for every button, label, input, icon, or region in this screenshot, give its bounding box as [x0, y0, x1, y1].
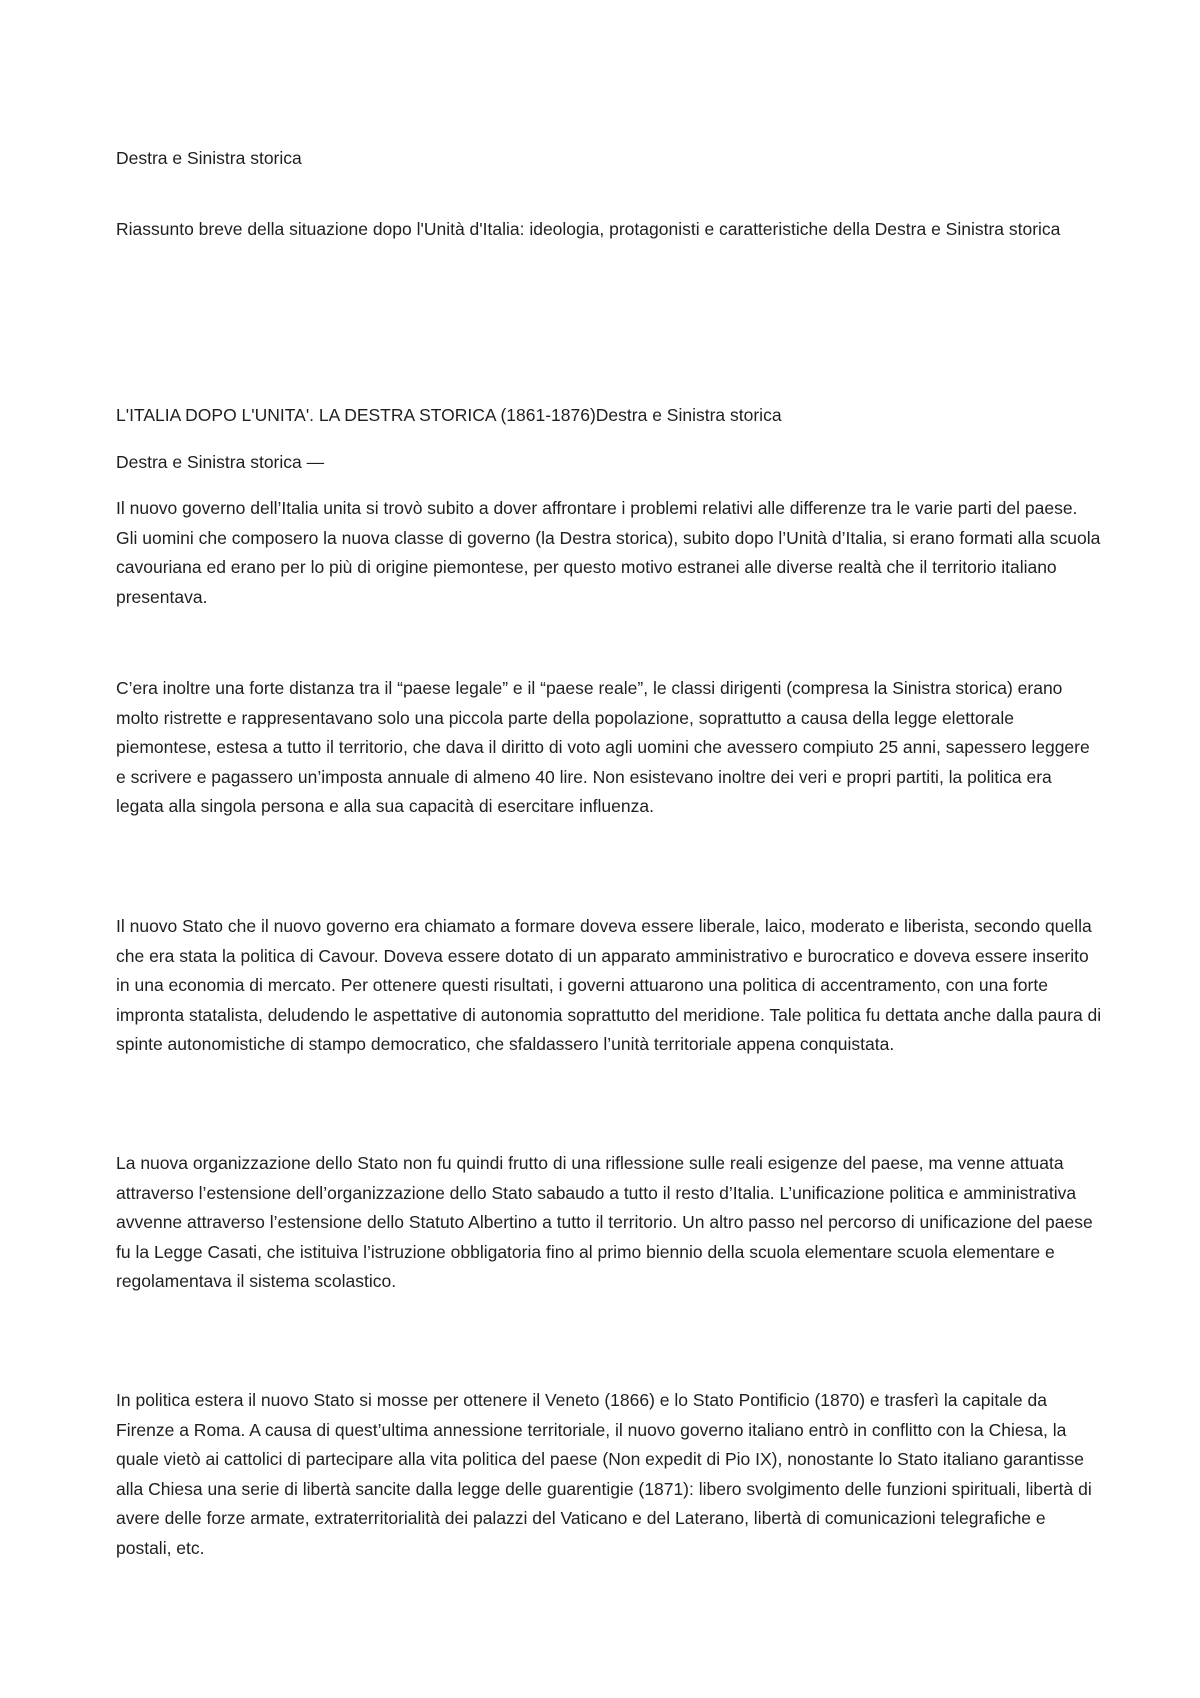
paragraph-3: Il nuovo Stato che il nuovo governo era chiamato a formare doveva essere liberale, laico, moderato e liberista, secondo quella che era stata la politica di Cavour. Doveva essere dotato di un apparato amministrativo e burocratico e doveva essere inserito in una economia di mercato. Per ottenere questi risultati, i governi attuarono una politica di accentramento, con una forte impronta statalista, deludendo le aspettative di autonomia soprattutto del meridione. Tale politica fu dettata anche dalla paura di spinte autonomistiche di stampo democratico, che sfaldassero l’unità territoriale appena conquistata.	[116, 916, 1102, 1054]
paragraph-2: C’era inoltre una forte distanza tra il “paese legale” e il “paese reale”, le classi dirigenti (compresa la Sinistra storica) erano molto ristrette e rappresentavano solo una piccola parte della popolazione, soprattutto a causa della legge elettorale piemontese, estesa a tutto il territorio, che dava il diritto di voto agli uomini che avessero compiuto 25 anni, sapessero leggere e scrivere e pagassero un’imposta annuale di almeno 40 lire. Non esistevano inoltre dei veri e propri partiti, la politica era legata alla singola persona e alla sua capacità di esercitare influenza.	[116, 678, 1090, 816]
paragraph-4: La nuova organizzazione dello Stato non fu quindi frutto di una riflessione sulle reali esigenze del paese, ma venne attuata attraverso l’estensione dell’organizzazione dello Stato sabaudo a tutto il resto d’Italia. L’unificazione politica e amministrativa avvenne attraverso l’estensione dello Statuto Albertino a tutto il territorio. Un altro passo nel percorso di unificazione del paese fu la Legge Casati, che istituiva l’istruzione obbligatoria fino al primo biennio della scuola elementare scuola elementare e regolamentava il sistema scolastico.	[116, 1153, 1093, 1291]
paragraph-5: In politica estera il nuovo Stato si mosse per ottenere il Veneto (1866) e lo Stato Pontificio (1870) e trasferì la capitale da Firenze a Roma. A causa di quest’ultima annessione territoriale, il nuovo governo italiano entrò in conflitto con la Chiesa, la quale vietò ai cattolici di partecipare alla vita politica del paese (Non expedit di Pio IX), nonostante lo Stato italiano garantisse alla Chiesa una serie di libertà sancite dalla legge delle guarentigie (1871): libero svolgimento delle funzioni spirituali, libertà di avere delle forze armate, extraterritorialità dei palazzi del Vaticano e del Laterano, libertà di comunicazioni telegrafiche e postali, etc.	[116, 1390, 1092, 1558]
document-title: Destra e Sinistra storica	[116, 148, 302, 168]
section-subheading: Destra e Sinistra storica —	[116, 452, 325, 472]
document-summary: Riassunto breve della situazione dopo l'Unità d'Italia: ideologia, protagonisti e caratteristiche della Destra e Sinistra storica	[116, 219, 1061, 239]
section-heading: L'ITALIA DOPO L'UNITA'. LA DESTRA STORICA (1861-1876)Destra e Sinistra storica	[116, 405, 782, 425]
paragraph-1: Il nuovo governo dell’Italia unita si trovò subito a dover affrontare i problemi relativi alle differenze tra le varie parti del paese. Gli uomini che composero la nuova classe di governo (la Destra storica), subito dopo l’Unità d’Italia, si erano formati alla scuola cavouriana ed erano per lo più di origine piemontese, per questo motivo estranei alle diverse realtà che il territorio italiano presentava.	[116, 498, 1101, 607]
